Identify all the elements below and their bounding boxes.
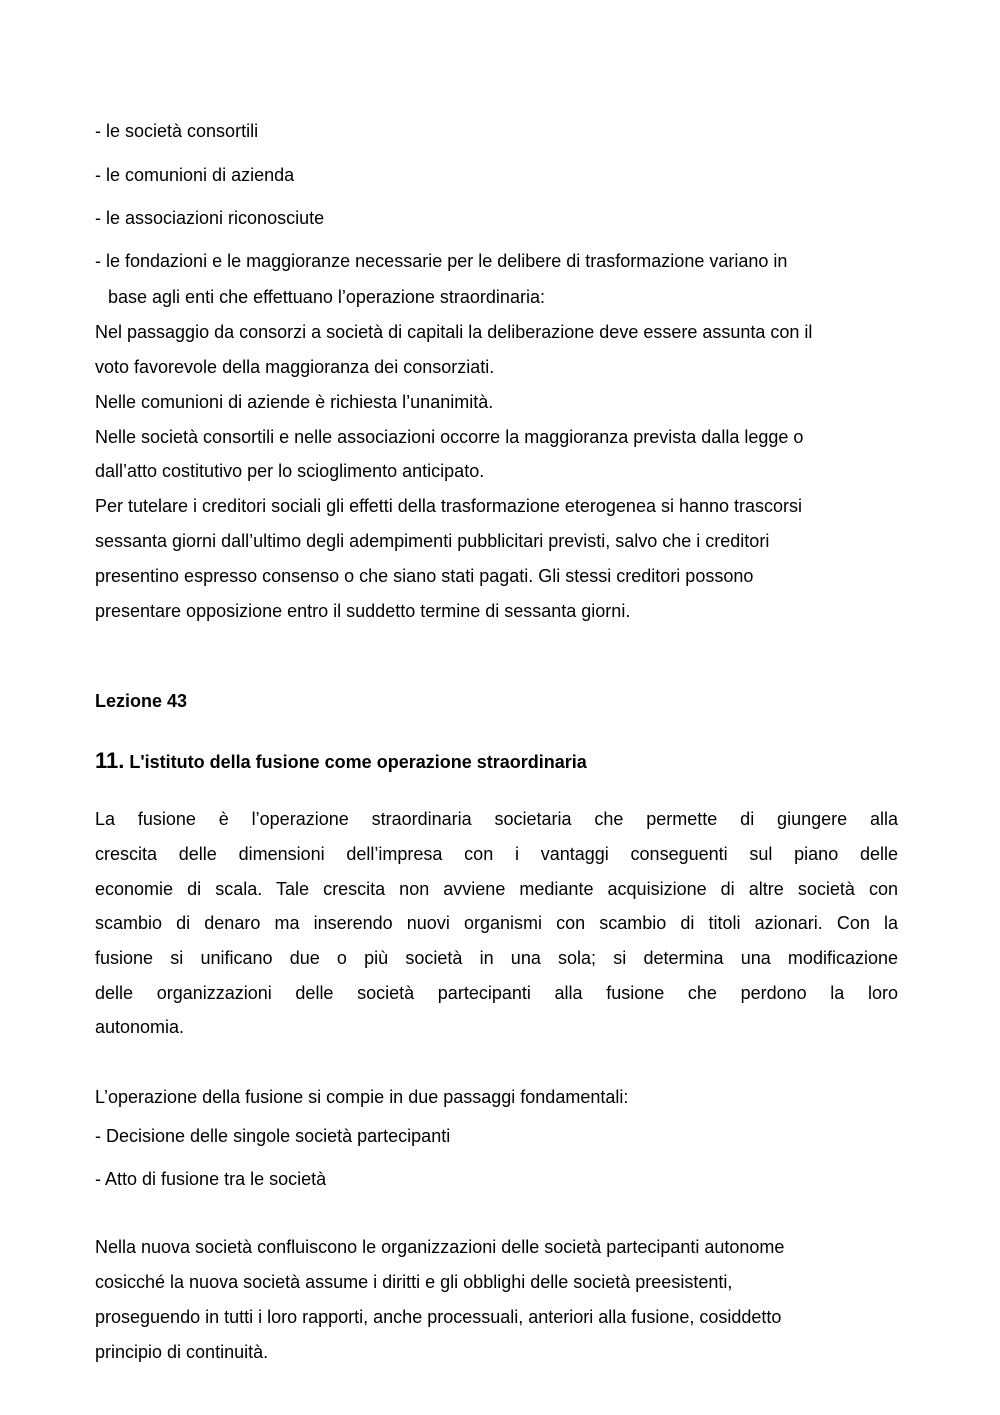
list-item-continuation: base agli enti che effettuano l’operazione straordinaria: (108, 287, 545, 307)
lesson-title: Lezione 43 (95, 691, 188, 711)
list-item: - Atto di fusione tra le società (95, 1169, 327, 1189)
section-heading (95, 748, 587, 774)
paragraph-line: Nelle comunioni di aziende è richiesta l’unanimità. (95, 392, 494, 412)
paragraph-line: sessanta giorni dall’ultimo degli adempimenti pubblicitari previsti, salvo che i creditori (95, 531, 770, 551)
paragraph-line: scambio di denaro ma inserendo nuovi organismi con scambio di titoli azionari. Con la (95, 913, 898, 933)
paragraph-line: L’operazione della fusione si compie in due passaggi fondamentali: (95, 1087, 629, 1107)
paragraph-line: presentare opposizione entro il suddetto termine di sessanta giorni. (95, 601, 631, 621)
paragraph-line: Nel passaggio da consorzi a società di capitali la deliberazione deve essere assunta con il (95, 322, 813, 342)
paragraph-line: proseguendo in tutti i loro rapporti, anche processuali, anteriori alla fusione, cosiddetto (95, 1307, 782, 1327)
section-number: 11. (95, 748, 125, 773)
paragraph-line: Nelle società consortili e nelle associazioni occorre la maggioranza prevista dalla legge o (95, 427, 804, 447)
paragraph-line: Nella nuova società confluiscono le organizzazioni delle società partecipanti autonome (95, 1237, 785, 1257)
paragraph-line: crescita delle dimensioni dell’impresa con i vantaggi conseguenti sul piano delle (95, 844, 898, 864)
list-item: - le comunioni di azienda (95, 165, 295, 185)
paragraph-line: principio di continuità. (95, 1342, 269, 1362)
paragraph-line: presentino espresso consenso o che siano stati pagati. Gli stessi creditori possono (95, 566, 754, 586)
section-title: L'istituto della fusione come operazione straordinaria (129, 752, 587, 772)
paragraph-line: La fusione è l’operazione straordinaria societaria che permette di giungere alla (95, 809, 898, 829)
paragraph-line: Per tutelare i creditori sociali gli effetti della trasformazione eterogenea si hanno trascorsi (95, 496, 803, 516)
list-item: - le società consortili (95, 121, 259, 141)
paragraph-line: voto favorevole della maggioranza dei consorziati. (95, 357, 495, 377)
paragraph-line: autonomia. (95, 1017, 185, 1037)
list-item: - le fondazioni e le maggioranze necessarie per le delibere di trasformazione variano in (95, 251, 788, 271)
list-item: - Decisione delle singole società partecipanti (95, 1126, 451, 1146)
paragraph-line: economie di scala. Tale crescita non avviene mediante acquisizione di altre società con (95, 879, 898, 899)
paragraph-line: fusione si unificano due o più società in una sola; si determina una modificazione (95, 948, 898, 968)
paragraph-line: cosicché la nuova società assume i diritti e gli obblighi delle società preesistenti, (95, 1272, 733, 1292)
paragraph-line: delle organizzazioni delle società partecipanti alla fusione che perdono la loro (95, 983, 898, 1003)
list-item: - le associazioni riconosciute (95, 208, 325, 228)
paragraph-line: dall’atto costitutivo per lo scioglimento anticipato. (95, 461, 485, 481)
